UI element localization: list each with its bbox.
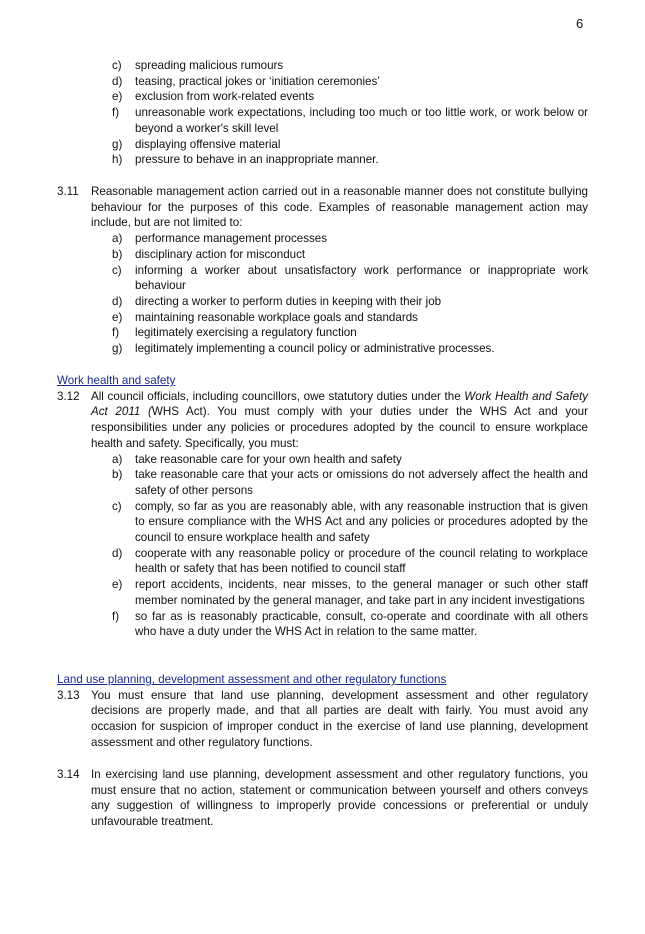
list-letter: a) bbox=[112, 452, 123, 466]
clause-text: Reasonable management action carried out in a reasonable manner does not constitute bullying behaviour for the purposes of this code. Examples of reasonable management action may include, but are not limited to: bbox=[91, 185, 588, 230]
list-letter: g) bbox=[112, 137, 123, 151]
list-text: directing a worker to perform duties in keeping with their job bbox=[135, 294, 442, 308]
continued-list bbox=[57, 58, 588, 168]
list-text: spreading malicious rumours bbox=[135, 59, 284, 72]
list-text: unreasonable work expectations, including too much or too little work, or work below or beyond a worker's skill level bbox=[135, 106, 588, 135]
land-use-section bbox=[57, 672, 588, 751]
list-letter: c) bbox=[112, 499, 122, 513]
list-text: disciplinary action for misconduct bbox=[135, 247, 306, 261]
list-letter: f) bbox=[112, 326, 120, 340]
list-item bbox=[112, 105, 588, 136]
list-letter: a) bbox=[112, 232, 123, 246]
list-item bbox=[112, 325, 588, 341]
list-item bbox=[112, 499, 588, 546]
list-letter: e) bbox=[112, 578, 123, 592]
list-item bbox=[112, 152, 588, 168]
list-item bbox=[112, 231, 588, 247]
list-item bbox=[112, 137, 588, 153]
list-text: take reasonable care for your own health and safety bbox=[135, 452, 402, 466]
clause-number: 3.11 bbox=[57, 185, 79, 198]
list-letter: g) bbox=[112, 342, 123, 356]
clause-number: 3.14 bbox=[57, 768, 80, 781]
list-text: so far as is reasonably practicable, consult, co-operate and coordinate with all others who have a duty under the WHS Act in relation to the same matter. bbox=[135, 609, 588, 639]
list-item bbox=[112, 263, 588, 294]
list-item bbox=[112, 58, 588, 74]
list-letter: e) bbox=[112, 90, 123, 104]
clause-number: 3.13 bbox=[57, 688, 80, 702]
list-text: take reasonable care that your acts or omissions do not adversely affect the health and safety of other persons bbox=[135, 468, 588, 497]
clause-text: You must ensure that land use planning, development assessment and other regulatory decisions are properly made, and that all parties are dealt with fairly. You must avoid any occasion for suspicion of improper conduct in the exercise of land use planning, development assessment and other regulatory functions. bbox=[91, 688, 588, 749]
list-item bbox=[112, 74, 588, 90]
list-letter: d) bbox=[112, 546, 123, 560]
whs-section bbox=[57, 373, 588, 640]
list-text: legitimately implementing a council policy or administrative processes. bbox=[135, 342, 495, 356]
list-text: displaying offensive material bbox=[135, 137, 281, 151]
list-text: comply, so far as you are reasonably able, with any reasonable instruction that is given to ensure compliance with the WHS Act and any policies or procedures adopted by the council to ensure workplace health and safety bbox=[135, 499, 588, 545]
page-number: 6 bbox=[576, 16, 584, 31]
list-letter: e) bbox=[112, 310, 123, 324]
list-item bbox=[112, 310, 588, 326]
list-text: teasing, practical jokes or ‘initiation ceremonies’ bbox=[135, 74, 380, 88]
clause-text: All council officials, including councillors, owe statutory duties under the Work Health and Safety Act 2011 (WHS Act). You must comply with your duties under the WHS Act and your responsibilities under any policies or procedures adopted by the council to ensure workplace health and safety. Specifically, you must: bbox=[91, 389, 589, 450]
list-item bbox=[112, 341, 588, 357]
list-letter: f) bbox=[112, 609, 120, 623]
list-letter: d) bbox=[112, 74, 123, 88]
clause-3-14 bbox=[57, 767, 588, 830]
list-text: cooperate with any reasonable policy or procedure of the council relating to workplace health or safety that has been notified to council staff bbox=[135, 546, 588, 576]
clause-3-11 bbox=[57, 184, 588, 357]
list-letter: b) bbox=[112, 247, 123, 261]
list-text: informing a worker about unsatisfactory work performance or inappropriate work behaviour bbox=[135, 263, 588, 293]
list-text: report accidents, incidents, near misses, to the general manager or such other staff member nominated by the general manager, and take part in any incident investigations bbox=[135, 578, 588, 607]
list-letter: d) bbox=[112, 294, 123, 308]
list-text: exclusion from work-related events bbox=[135, 90, 315, 104]
list-letter: b) bbox=[112, 468, 123, 482]
act-name: Work Health and Safety Act 2011 ( bbox=[91, 389, 589, 419]
list-item bbox=[112, 609, 588, 640]
list-item bbox=[112, 467, 588, 498]
list-item bbox=[112, 294, 588, 310]
list-text: legitimately exercising a regulatory function bbox=[135, 326, 357, 340]
list-letter: c) bbox=[112, 263, 122, 277]
list-item bbox=[112, 89, 588, 105]
list-item bbox=[112, 247, 588, 263]
list-letter: h) bbox=[112, 153, 123, 167]
section-heading-whs: Work health and safety bbox=[57, 374, 176, 387]
list-item bbox=[112, 546, 588, 577]
list-letter: c) bbox=[112, 59, 122, 72]
clause-number: 3.12 bbox=[57, 389, 80, 403]
list-letter: f) bbox=[112, 106, 120, 120]
clause-text: In exercising land use planning, development assessment and other regulatory functions, you must ensure that no action, statement or communication between yourself and others conveys any suggestion of willingness to improperly provide concessions or preferential or unduly unfavourable treatment. bbox=[91, 768, 588, 829]
list-text: maintaining reasonable workplace goals and standards bbox=[135, 310, 418, 324]
list-text: pressure to behave in an inappropriate manner. bbox=[135, 153, 379, 167]
section-heading-land-use: Land use planning, development assessment and other regulatory functions bbox=[57, 673, 447, 686]
list-text: performance management processes bbox=[135, 232, 328, 246]
list-item bbox=[112, 452, 588, 468]
list-item bbox=[112, 577, 588, 608]
